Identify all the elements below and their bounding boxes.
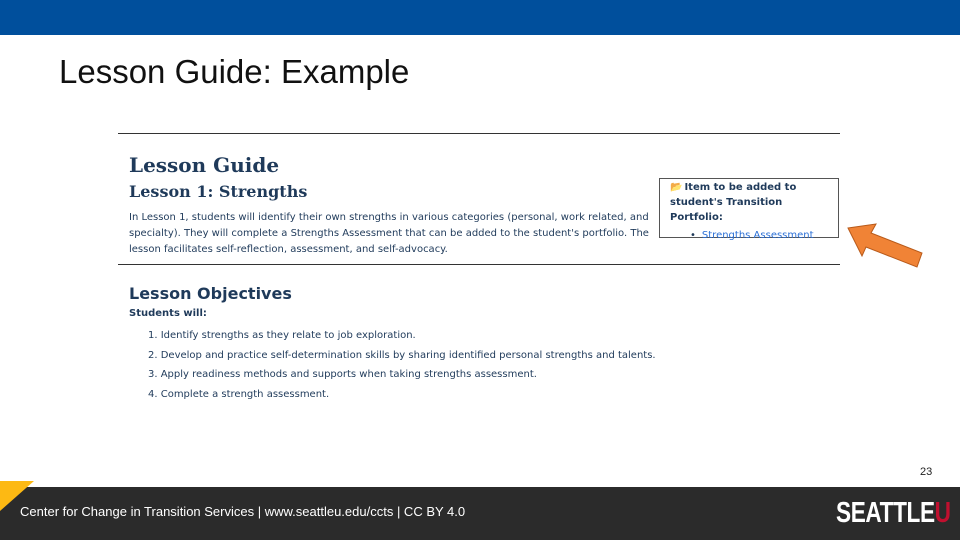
footer-credit: Center for Change in Transition Services | www.seattleu.edu/ccts | CC BY 4.0 (20, 504, 466, 519)
section-divider (118, 264, 840, 265)
top-divider (118, 133, 840, 134)
top-banner (0, 0, 960, 35)
objective-item: 3. Apply readiness methods and supports when taking strengths assessment. (148, 369, 537, 380)
lesson-guide-screenshot (118, 133, 840, 408)
arrow-pointer-icon (844, 220, 926, 272)
lesson-subheading: Lesson 1: Strengths (129, 182, 308, 201)
lesson-guide-heading: Lesson Guide (129, 153, 280, 177)
seattle-u-logo (836, 497, 951, 530)
objective-item: 1. Identify strengths as they relate to job exploration. (148, 330, 416, 341)
folder-open-icon: 📂 (670, 182, 683, 193)
logo-main: SEATTLE (836, 497, 935, 529)
portfolio-list-item (670, 228, 828, 243)
bullet-icon: • (690, 230, 696, 241)
slide-title: Lesson Guide: Example (59, 53, 410, 90)
objectives-intro: Students will: (129, 308, 207, 319)
lesson-description: In Lesson 1, students will identify their own strengths in various categories (personal, work related, and specialty). They will complete a Strengths Assessment that can be added to the student's portfolio. The lesson facilitates self-reflection, assessment, and self-advocacy. (129, 212, 649, 255)
objectives-heading: Lesson Objectives (129, 284, 292, 303)
logo-accent: U (934, 497, 951, 529)
strengths-assessment-link[interactable]: Strengths Assessment (701, 230, 814, 241)
objective-item: 2. Develop and practice self-determination skills by sharing identified personal strengths and talents. (148, 349, 656, 361)
objectives-list (148, 326, 656, 404)
portfolio-item-box (659, 178, 839, 241)
portfolio-box-title-text: Item to be added to student's Transition Portfolio: (670, 182, 797, 223)
objective-item: 4. Complete a strength assessment. (148, 388, 330, 400)
slide-number: 23 (920, 466, 933, 478)
portfolio-box-title (670, 180, 828, 225)
